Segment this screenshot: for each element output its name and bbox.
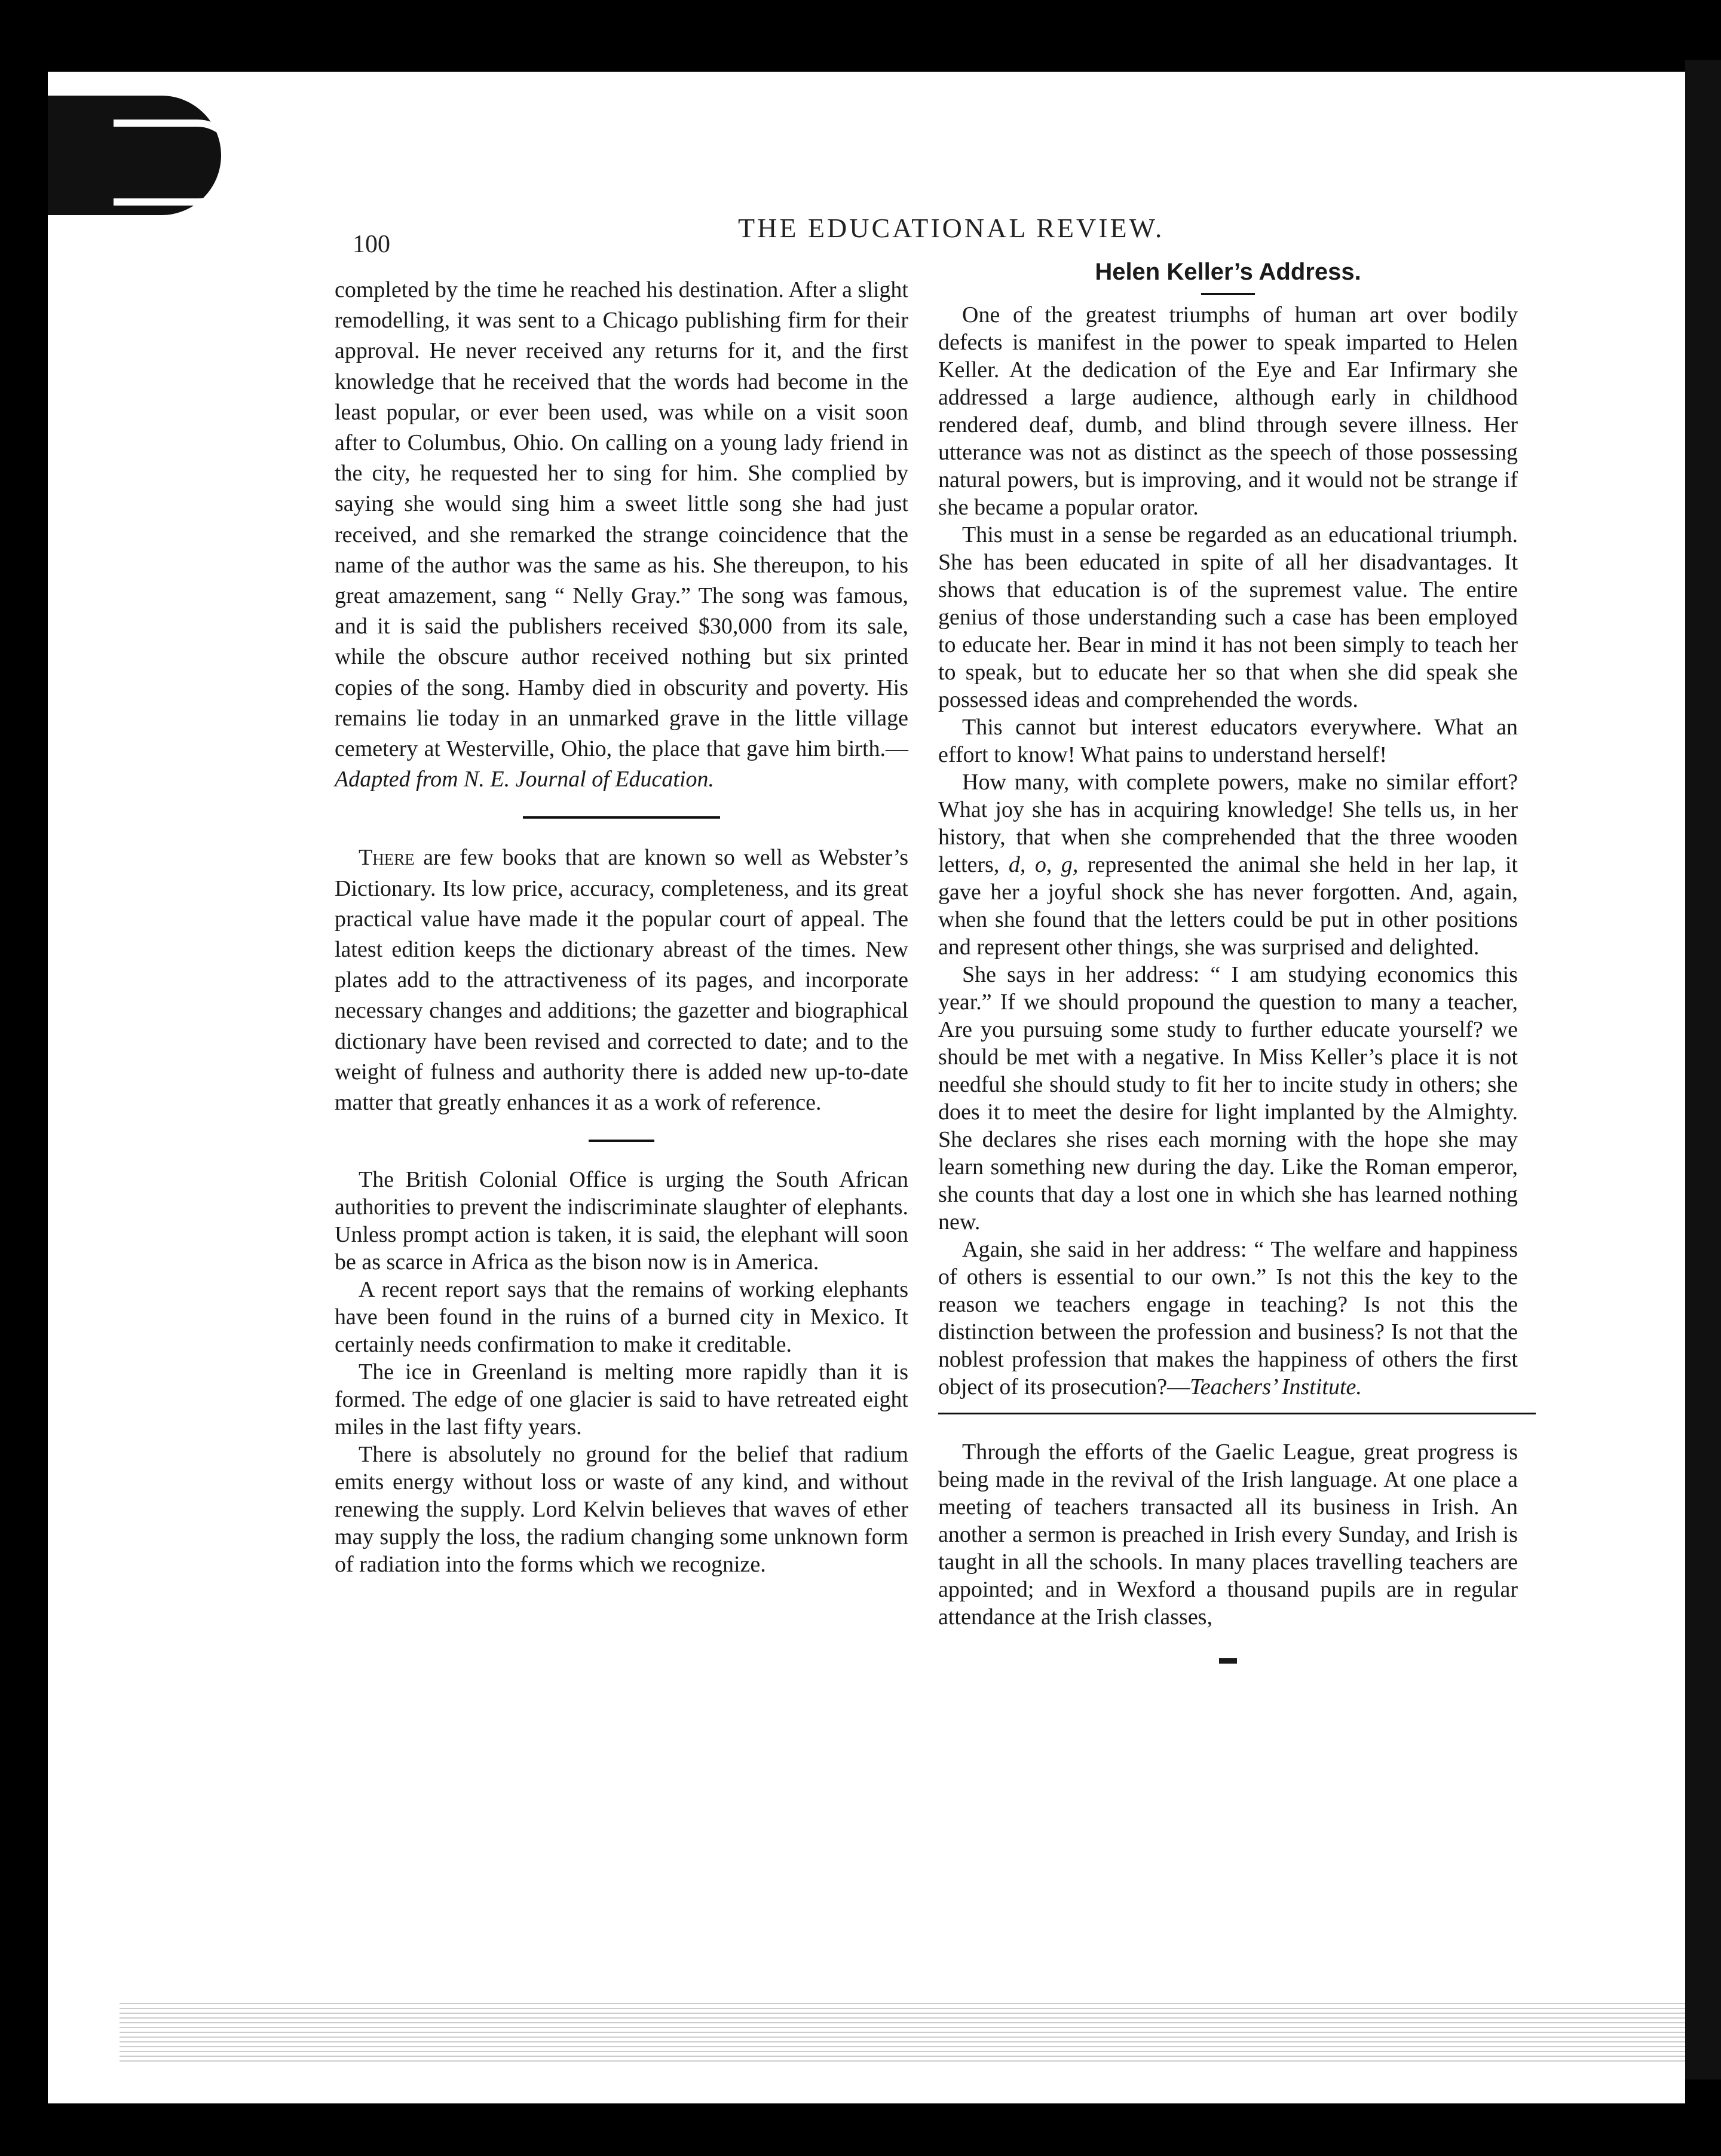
paragraph-keller-6: Again, she said in her address: “ The welfare and happiness of others is essential to our own.” Is not this the key to the reason we teachers engage in teaching? Is not this the distinction between the profession and business? Is not that the noblest profession that makes the happiness of others the first object of its prosecution?—Teachers’ Institute. — [938, 1237, 1518, 1399]
end-mark-icon: ▬ — [1219, 1648, 1237, 1668]
paragraph-gaelic: Through the efforts of the Gaelic League, great progress is being made in the revival of the Irish language. At one place a meeting of teachers transacted all its business in Irish. An another a sermon is preached in Irish every Sunday, and Irish is taught in all the schools. In many places travelling teachers are appointed; and in Wexford a thousand pupils are in regular attendance at the Irish classes, — [938, 1440, 1518, 1630]
right-column — [938, 257, 1518, 1673]
paragraph-webster: There are few books that are known so well as Webster’s Dictionary. Its low price, accuracy, completeness, and its great practical value have made it the popular court of appeal. The latest edition keeps the dictionary abreast of the times. New plates add to the attractiveness of its pages, and incorporate necessary changes and additions; the gazetter and biographical dictionary have been revised and corrected to date; and to the weight of fulness and authority there is added new up-to-date matter that greatly enhances it as a work of reference. — [335, 845, 908, 1116]
left-column — [335, 275, 908, 1578]
article-title: Helen Keller’s Address. — [1095, 259, 1361, 285]
paragraph-keller-3: This cannot but interest educators everywhere. What an effort to know! What pains to understand herself! — [938, 715, 1518, 767]
paragraph-mexico: A recent report says that the remains of working elephants have been found in the ruins of a burned city in Mexico. It certainly needs confirmation to make it creditable. — [335, 1277, 908, 1358]
paragraph-elephants: The British Colonial Office is urging the South African authorities to prevent the indiscriminate slaughter of elephants. Unless prompt action is taken, it is said, the elephant will soon be as scarce in Africa as the bison now is in America. — [335, 1167, 908, 1275]
title-rule — [1201, 293, 1255, 295]
running-title: THE EDUCATIONAL REVIEW. — [738, 213, 1165, 243]
paragraph-keller-2: This must in a sense be regarded as an educational triumph. She has been educated in spite of all her disadvantages. It shows that education is of the supremest value. The entire genius of those understanding such a case has been employed to educate her. Bear in mind it has not been simply to teach her to speak, but to educate her so that when she did speak she possessed ideas and comprehended the words. — [938, 522, 1518, 712]
paragraph-radium: There is absolutely no ground for the belief that radium emits energy without loss or waste of any kind, and without renewing the supply. Lord Kelvin believes that waves of ether may supply the loss, the radium changing some unknown form of radiation into the forms which we recognize. — [335, 1442, 908, 1578]
section-divider — [589, 1140, 654, 1142]
page-edge-bottom — [120, 2002, 1697, 2062]
page-header — [335, 206, 1530, 258]
section-divider — [938, 1413, 1536, 1414]
paragraph-keller-4: How many, with complete powers, make no similar effort? What joy she has in acquiring knowledge! She tells us, in her history, that when she comprehended that the three wooden letters, d, o, g, represented the animal she held in her lap, it gave her a joyful shock she has never forgotten. And, again, when she found that the letters could be put in other positions and represent other things, she was surprised and delighted. — [938, 770, 1518, 960]
paragraph-nelly-gray: completed by the time he reached his destination. After a slight remodelling, it was sent to a Chicago publishing firm for their approval. He never received any returns for it, and the first knowledge that he received that the words had become in the least popular, or ever been used, was while on a visit soon after to Columbus, Ohio. On calling on a young lady friend in the city, he requested her to sing for him. She complied by saying she would sing him a sweet little song she had just received, and she remarked the strange coincidence that the name of the author was the same as his. She thereupon, to his great amazement, sang “ Nelly Gray.” The song was famous, and it is said the publishers received $30,000 from its sale, while the obscure author received nothing but six printed copies of the song. Hamby died in obscurity and poverty. His remains lie today in an unmarked grave in the little village cemetery at Westerville, Ohio, the place that gave him birth.—Adapted from N. E. Journal of Education. — [335, 277, 908, 792]
page-number: 100 — [353, 231, 390, 258]
paragraph-keller-1: One of the greatest triumphs of human art over bodily defects is manifest in the power to speak imparted to Helen Keller. At the dedication of the Eye and Ear Infirmary she addressed a large audience, although early in childhood rendered deaf, dumb, and blind through severe illness. Her utterance was not as distinct as the speech of those possessing natural powers, but is improving, and it would not be strange if she became a popular orator. — [938, 302, 1518, 520]
binder-clip-icon — [48, 96, 221, 215]
source-citation: Adapted from N. E. Journal of Education. — [335, 767, 715, 792]
paragraph-greenland: The ice in Greenland is melting more rapidly than it is formed. The edge of one glacier is said to have retreated eight miles in the last fifty years. — [335, 1359, 908, 1440]
source-citation: Teachers’ Institute. — [1190, 1374, 1362, 1399]
section-divider — [523, 816, 720, 819]
paragraph-keller-5: She says in her address: “ I am studying economics this year.” If we should propound the question to many a teacher, Are you pursuing some study to further educate yourself? we should be met with a negative. In Miss Keller’s place it is not needful she should study to fit her to incite study in others; she does it to meet the desire for light implanted by the Almighty. She declares she rises each morning with the hope she may learn something new during the day. Like the Roman emperor, she counts that day a lost one in which she has learned nothing new. — [938, 962, 1518, 1235]
lead-word: There — [359, 845, 415, 871]
book-spine — [1685, 60, 1721, 2080]
